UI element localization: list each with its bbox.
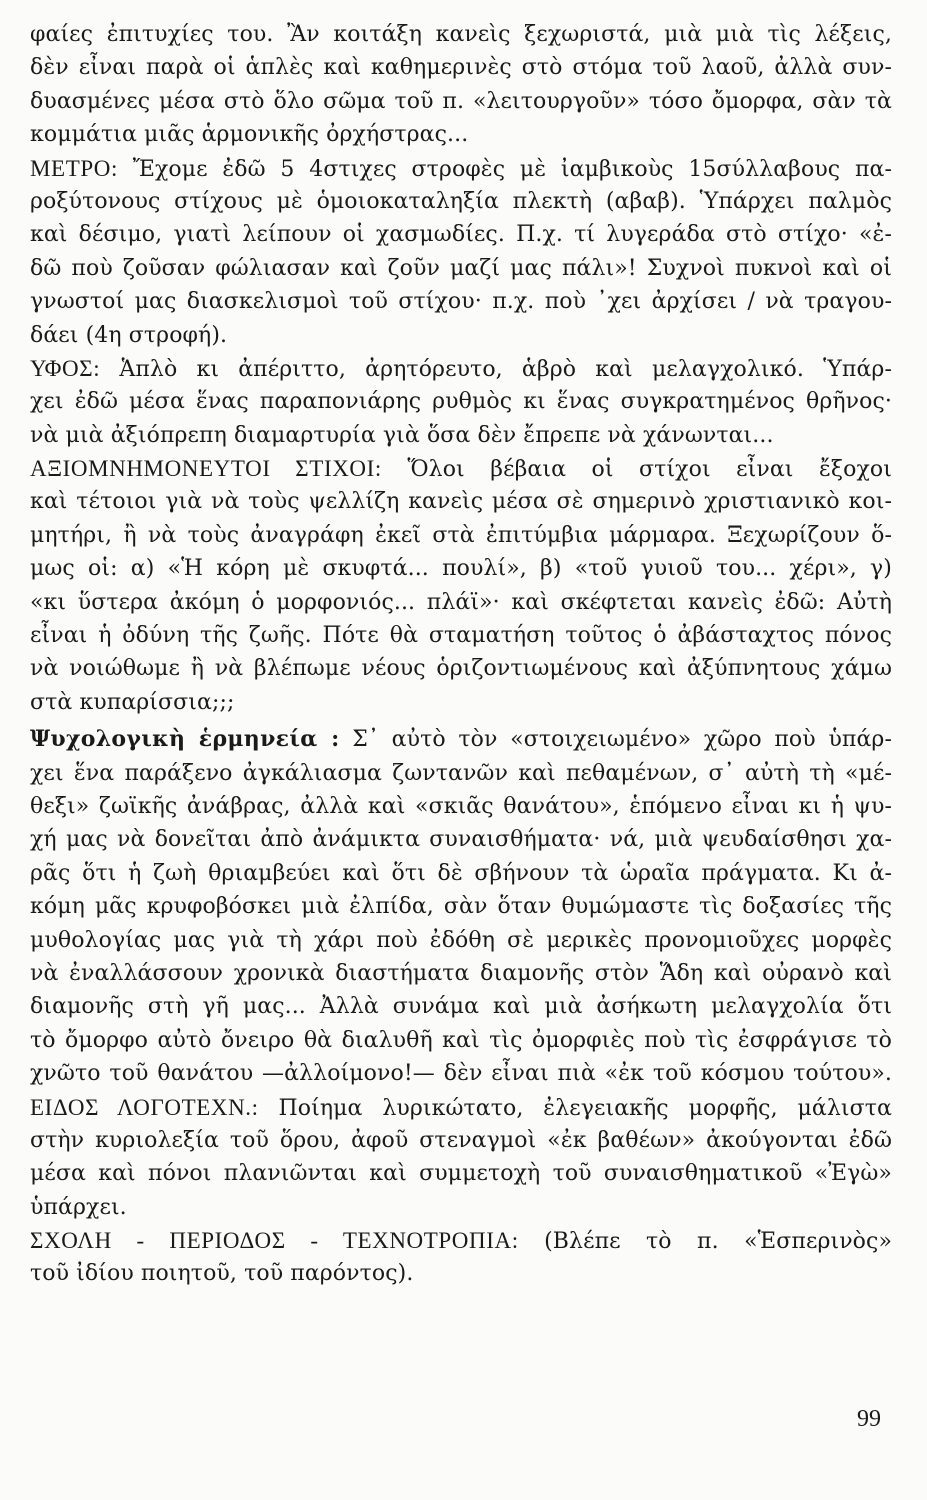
text-line: στὴν κυριολεξία τοῦ ὅρου, ἀφοῦ στεναγμοὶ «ἐκ βαθέων» ἀκούγονται ἐδῶ xyxy=(30,1127,892,1153)
section-label: ΜΕΤΡΟ: xyxy=(30,155,118,181)
text-line xyxy=(30,452,892,485)
text-line: δυασμένες μέσα στὸ ὅλο σῶμα τοῦ π. «λειτουργοῦν» τόσο ὄμορφα, σὰν τὰ xyxy=(30,88,892,114)
section-text: Ἁπλὸ κι ἀπέριττο, ἀρητόρευτο, ἁβρὸ καὶ μελαγχολικό. Ὑπάρ- xyxy=(119,356,892,382)
text-line: χει ἐδῶ μέσα ἕνας παραπονιάρης ρυθμὸς κι ἕνας συγκρατημένος θρῆνος· xyxy=(30,389,892,415)
text-line: κόμη μᾶς κρυφοβόσκει μιὰ ἐλπίδα, σὰν ὅταν θυμώμαστε τὶς δοξασίες τῆς xyxy=(30,894,892,920)
section-text: (Βλέπε τὸ π. «Ἑσπερινὸς» xyxy=(544,1229,893,1255)
text-line xyxy=(30,1091,892,1124)
section-label: Ψυχολογικὴ ἑρμηνεία : xyxy=(30,726,340,753)
text-line: ὑπάρχει. xyxy=(30,1194,127,1220)
text-line: χει ἕνα παράξενο ἀγκάλιασμα ζωντανῶν καὶ πεθαμένων, σ᾿ αὐτὴ τὴ «μέ- xyxy=(30,760,892,786)
section-yfos xyxy=(30,352,892,452)
section-text: Ποίημα λυρικώτατο, ἐλεγειακῆς μορφῆς, μάλιστα xyxy=(278,1095,892,1121)
section-psychological xyxy=(30,723,892,1090)
section-label: ΥΦΟΣ: xyxy=(30,355,101,381)
text-line: τοῦ ἰδίου ποιητοῦ, τοῦ παρόντος). xyxy=(30,1261,414,1287)
text-line: μητήρι, ἢ νὰ τοὺς ἀναγράφη ἐκεῖ στὰ ἐπιτύμβια μάρμαρα. Ξεχωρίζουν ὅ- xyxy=(30,522,892,548)
text-line: «κι ὕστερα ἀκόμη ὁ μορφονιός... πλάϊ»· καὶ σκέφτεται κανεὶς ἐδῶ: Αὐτὴ xyxy=(30,589,892,615)
text-line: δῶ ποὺ ζοῦσαν φώλιασαν καὶ ζοῦν μαζί μας πάλι»! Συχνοὶ πυκνοὶ καὶ οἱ xyxy=(30,255,892,281)
text-line xyxy=(30,152,892,185)
text-line: μυθολογίας μας γιὰ τὴ χάρι ποὺ ἐδόθη σὲ μερικὲς προνομιοῦχες μορφὲς xyxy=(30,927,892,953)
text-line: διαμονῆς στὴ γῆ μας... Ἀλλὰ συνάμα καὶ μιὰ ἀσήκωτη μελαγχολία ὅτι xyxy=(30,994,892,1020)
text-line: δάει (4η στροφή). xyxy=(30,322,228,348)
text-line: νὰ νοιώθωμε ἢ νὰ βλέπωμε νέους ὁριζοντιωμένους καὶ ἀξύπνητους χάμω xyxy=(30,656,892,682)
text-line: κομμάτια μιᾶς ἁρμονικῆς ὀρχήστρας... xyxy=(30,122,469,148)
section-metro xyxy=(30,152,892,352)
page-text xyxy=(30,18,892,1291)
section-label: ΕΙΔΟΣ ΛΟΓΟΤΕΧΝ.: xyxy=(30,1094,259,1120)
text-line: χή μας νὰ δονεῖται ἀπὸ ἀνάμικτα συναισθήματα· νά, μιὰ ψευδαίσθησι χα- xyxy=(30,827,892,853)
text-line: μως οἱ: α) «Ἡ κόρη μὲ σκυφτά... πουλί», β) «τοῦ γυιοῦ του... χέρι», γ) xyxy=(30,556,892,582)
text-line: ροξύτονους στίχους μὲ ὁμοιοκαταληξία πλεκτὴ (αβαβ). Ὑπάρχει παλμὸς xyxy=(30,188,892,214)
section-text: Σ᾿ αὐτὸ τὸν «στοιχειωμένο» χῶρο ποὺ ὑπάρ- xyxy=(352,727,892,753)
section-axiomnimoneftoi xyxy=(30,452,892,719)
text-line: θεξι» ζωϊκῆς ἀνάβρας, ἀλλὰ καὶ «σκιᾶς θανάτου», ἑπόμενο εἶναι κι ἡ ψυ- xyxy=(30,793,892,819)
intro-paragraph xyxy=(30,18,892,152)
section-text: Ἔχομε ἐδῶ 5 4στιχες στροφὲς μὲ ἰαμβικοὺς 15σύλλαβους πα- xyxy=(132,156,893,182)
text-line: χνῶτο τοῦ θανάτου —ἀλλοίμονο!— δὲν εἶναι πιὰ «ἐκ τοῦ κόσμου τούτου». xyxy=(30,1061,892,1087)
section-scholi xyxy=(30,1224,892,1291)
text-line: δὲν εἶναι παρὰ οἱ ἁπλὲς καὶ καθημερινὲς στὸ στόμα τοῦ λαοῦ, ἀλλὰ συν- xyxy=(30,55,892,81)
text-line: μέσα καὶ πόνοι πλανιῶνται καὶ συμμετοχὴ τοῦ συναισθηματικοῦ «Ἐγὼ» xyxy=(30,1161,892,1187)
text-line: νὰ μιὰ ἀξιόπρεπη διαμαρτυρία γιὰ ὅσα δὲν ἔπρεπε νὰ χάνωνται... xyxy=(30,422,774,448)
text-line: νὰ ἐναλλάσσουν χρονικὰ διαστήματα διαμονῆς στὸν Ἅδη καὶ οὐρανὸ καὶ xyxy=(30,960,892,986)
text-line xyxy=(30,1224,892,1257)
text-line: στὰ κυπαρίσσια;;; xyxy=(30,689,235,715)
text-line: φαίες ἐπιτυχίες του. Ἂν κοιτάξη κανεὶς ξεχωριστά, μιὰ μιὰ τὶς λέξεις, xyxy=(30,22,892,47)
text-line: εἶναι ἡ ὀδύνη τῆς ζωῆς. Πότε θὰ σταματήση τοῦτος ὁ ἀβάσταχτος πόνος xyxy=(30,623,892,649)
text-line: καὶ δέσιμο, γιατὶ λείπουν οἱ χασμωδίες. Π.χ. τί λυγεράδα στὸ στίχο· «ἐ- xyxy=(30,222,892,248)
page-number: 99 xyxy=(857,1406,881,1432)
text-line xyxy=(30,723,892,756)
section-eidos xyxy=(30,1091,892,1225)
text-line xyxy=(30,352,892,385)
text-line: γνωστοί μας διασκελισμοὶ τοῦ στίχου· π.χ. ποὺ ᾿χει ἀρχίσει / νὰ τραγου- xyxy=(30,289,892,315)
text-line: ρᾶς ὅτι ἡ ζωὴ θριαμβεύει καὶ ὅτι δὲ σβήνουν τὰ ὡραῖα πράγματα. Κι ἀ- xyxy=(30,860,892,886)
section-label: ΣΧΟΛΗ - ΠΕΡΙΟΔΟΣ - ΤΕΧΝΟΤΡΟΠΙΑ: xyxy=(30,1228,519,1254)
text-line: καὶ τέτοιοι γιὰ νὰ τοὺς ψελλίζη κανεὶς μέσα σὲ σημερινὸ χριστιανικὸ κοι- xyxy=(30,489,892,515)
text-line: τὸ ὄμορφο αὐτὸ ὄνειρο θὰ διαλυθῆ καὶ τὶς ὀμορφιὲς ποὺ τὶς ἐσφράγισε τὸ xyxy=(30,1027,892,1053)
section-label: ΑΞΙΟΜΝΗΜΟΝΕΥΤΟΙ ΣΤΙΧΟΙ: xyxy=(30,456,382,482)
section-text: Ὅλοι βέβαια οἱ στίχοι εἶναι ἔξοχοι xyxy=(407,457,892,483)
